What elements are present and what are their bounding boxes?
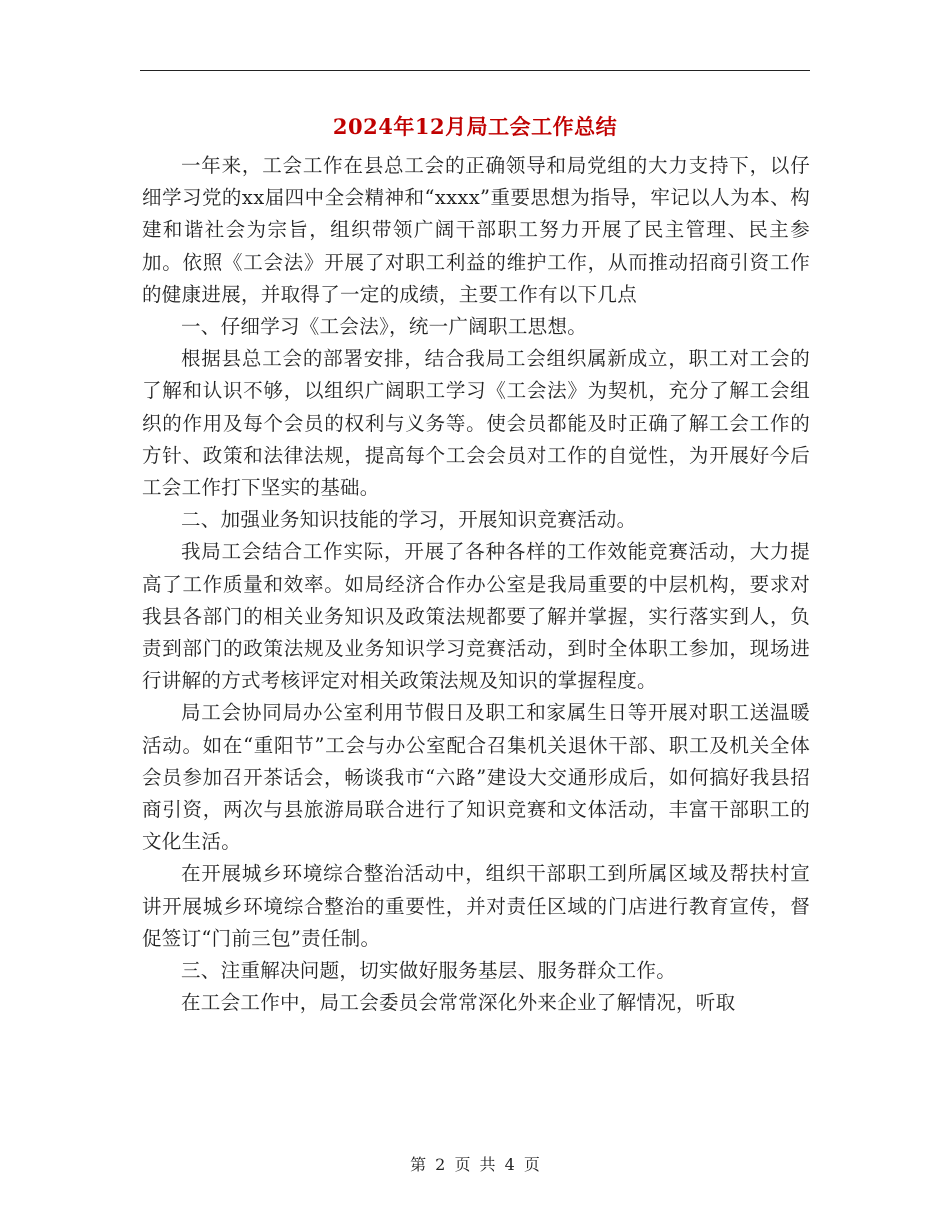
- paragraph: 在开展城乡环境综合整治活动中，组织干部职工到所属区域及帮扶村宣讲开展城乡环境综合整治的重要性，并对责任区域的门店进行教育宣传，督促签订“门前三包”责任制。: [142, 862, 810, 950]
- paragraph: 局工会协同局办公室利用节假日及职工和家属生日等开展对职工送温暖活动。如在“重阳节”工会与办公室配合召集机关退休干部、职工及机关全体会员参加召开茶话会，畅谈我市“六路”建设大交通形成后，如何搞好我县招商引资，两次与县旅游局联合进行了知识竞赛和文体活动，丰富干部职工的文化生活。: [142, 701, 810, 854]
- section-heading: 三、注重解决问题，切实做好服务基层、服务群众工作。: [181, 959, 677, 983]
- paragraph: 在工会工作中，局工会委员会常常深化外来企业了解情况，听取: [181, 991, 736, 1015]
- paragraph: 一年来，工会工作在县总工会的正确领导和局党组的大力支持下，以仔细学习党的xx届四中全会精神和“xxxx”重要思想为指导，牢记以人为本、构建和谐社会为宗旨，组织带领广阔干部职工努力开展了民主管理、民主参加。依照《工会法》开展了对职工利益的维护工作，从而推动招商引资工作的健康进展，并取得了一定的成绩，主要工作有以下几点: [142, 154, 810, 306]
- document-title: 2024年12月局工会工作总结: [332, 114, 618, 139]
- document-body: [142, 150, 810, 1019]
- paragraph: 根据县总工会的部署安排，结合我局工会组织属新成立，职工对工会的了解和认识不够，以组织广阔职工学习《工会法》为契机，充分了解工会组织的作用及每个会员的权利与义务等。使会员都能及时正确了解工会工作的方针、政策和法律法规，提高每个工会会员对工作的自觉性，为开展好今后工会工作打下坚实的基础。: [142, 347, 810, 500]
- page-footer: 第 2 页 共 4 页: [410, 1155, 540, 1174]
- section-heading: 二、加强业务知识技能的学习，开展知识竞赛活动。: [181, 508, 637, 532]
- section-heading: 一、仔细学习《工会法》，统一广阔职工思想。: [181, 315, 588, 339]
- header-rule: [140, 70, 810, 71]
- paragraph: 我局工会结合工作实际，开展了各种各样的工作效能竞赛活动，大力提高了工作质量和效率。如局经济合作办公室是我局重要的中层机构，要求对我县各部门的相关业务知识及政策法规都要了解并掌握，实行落实到人，负责到部门的政策法规及业务知识学习竞赛活动，到时全体职工参加，现场进行讲解的方式考核评定对相关政策法规及知识的掌握程度。: [142, 540, 810, 693]
